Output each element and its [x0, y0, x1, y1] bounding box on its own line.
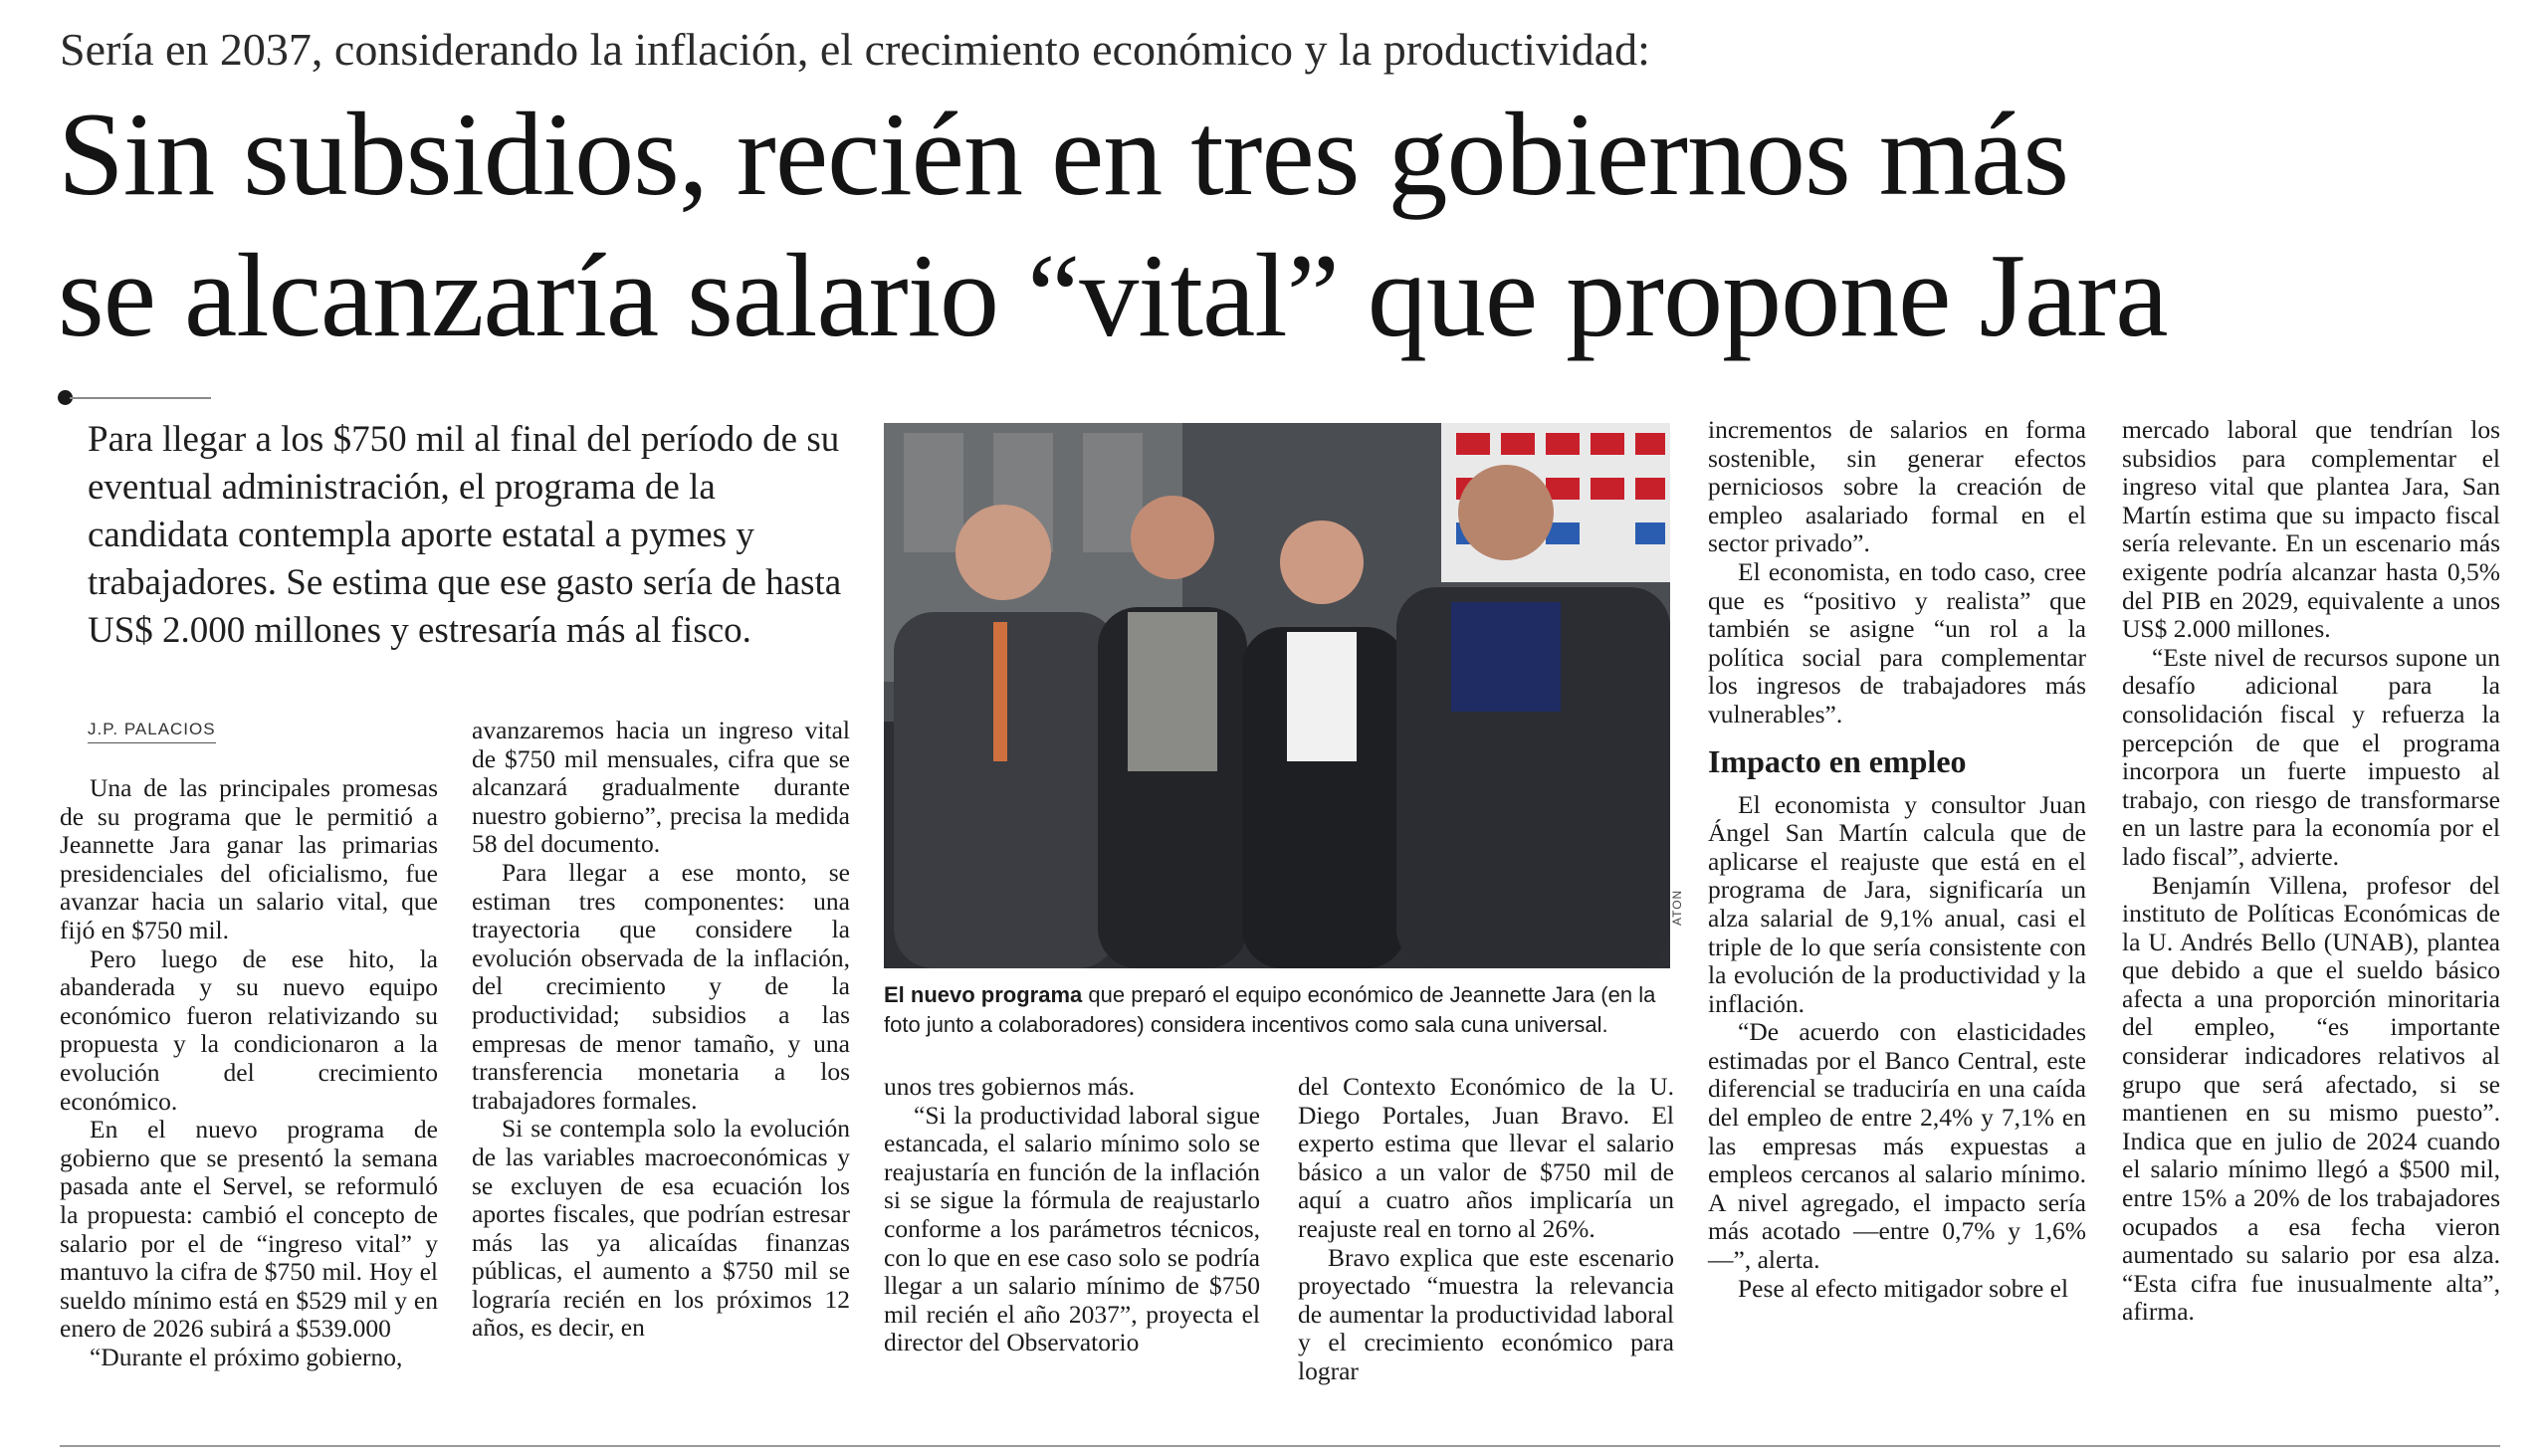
article-column-6 — [2122, 416, 2500, 1327]
paragraph: “Este nivel de recursos supone un desafío adicional para la consolidación fiscal y refuerza la percepción de que el programa incorpora un fuerte impuesto al trabajo, con riesgo de transformarse en un lastre para la economía por el lado fiscal”, advierte. — [2122, 642, 2500, 871]
paragraph: mercado laboral que tendrían los subsidios para complementar el ingreso vital que plantea Jara, San Martín estima que su impacto fiscal sería relevante. En un escenario más exigente podría alcanzar hasta 0,5% del PIB en 2029, equivalente a unos US$ 2.000 millones. — [2122, 415, 2500, 644]
photo-caption — [884, 980, 1680, 1040]
article-column-5 — [1708, 416, 2086, 1303]
article-column-4 — [1298, 1073, 1674, 1386]
article-column-2 — [472, 717, 850, 1343]
headline-line-1: Sin subsidios, recién en tres gobiernos más — [58, 88, 2069, 220]
kicker: Sería en 2037, considerando la inflación, el crecimiento económico y la productividad: — [60, 24, 1650, 75]
caption-text: que preparó el equipo económico de Jeannette Jara (en la foto junto a colaboradores) considera incentivos como sala cuna universal. — [884, 982, 1656, 1037]
paragraph: Pese al efecto mitigador sobre el — [1738, 1273, 2069, 1303]
paragraph: En el nuevo programa de gobierno que se presentó la semana pasada ante el Servel, se reformuló la propuesta: cambió el concepto de salario por el de “ingreso vital” y mantuvo la cifra de $750 mil. Hoy el sueldo mínimo está en $529 mil y en enero de 2026 subirá a $539.000 — [60, 1115, 438, 1344]
headline-line-2: se alcanzaría salario “vital” que propone Jara — [58, 229, 2168, 361]
paragraph: Para llegar a ese monto, se estiman tres componentes: una trayectoria que considere la evolución observada de la inflación, del crecimiento y de la productividad; subsidios a las empresas de menor tamaño, y una transferencia monetaria a los trabajadores formales. — [472, 857, 850, 1115]
paragraph: El economista y consultor Juan Ángel San Martín calcula que de aplicarse el reajuste que está en el programa de Jara, significaría un alza salarial de 9,1% anual, casi el triple de lo que sería consistente con la evolución de la productividad y la inflación. — [1708, 789, 2086, 1018]
section-heading: Impacto en empleo — [1708, 742, 1967, 779]
paragraph: avanzaremos hacia un ingreso vital de $750 mil mensuales, cifra que se alcanzará gradualmente durante nuestro gobierno”, precisa la medida 58 del documento. — [472, 716, 850, 859]
paragraph: Pero luego de ese hito, la abanderada y su nuevo equipo económico fueron relativizando su propuesta y la condicionaron a la evolución del crecimiento económico. — [60, 943, 438, 1116]
deck-summary: Para llegar a los $750 mil al final del período de su eventual administración, el programa de la candidata contempla aporte estatal a pymes y trabajadores. Se estima que ese gasto sería de hasta US$ 2.000 millones y estresaría más al fisco. — [88, 419, 842, 651]
paragraph: Benjamín Villena, profesor del instituto de Políticas Económicas de la U. Andrés Bello (UNAB), plantea que debido a que el sueldo básico afecta a una proporción minoritaria del empleo, “es importante considerar indicadores relativos al grupo que será afectado, si se mantienen en su mismo puesto”. Indica que en julio de 2024 cuando el salario mínimo llegó a $500 mil, entre 15% a 20% de los trabajadores ocupados a esa fecha vieron aumentado su salario por esa alza. “Esta cifra fue inusualmente alta”, afirma. — [2122, 870, 2500, 1327]
paragraph: del Contexto Económico de la U. Diego Portales, Juan Bravo. El experto estima que llevar el salario básico a un valor de $750 mil de aquí a cuatro años implicaría un reajuste real en torno al 26%. — [1298, 1072, 1674, 1243]
news-photo — [884, 423, 1670, 968]
photo-credit: ATON — [1670, 889, 1684, 926]
deck-rule — [70, 397, 211, 399]
article-column-1 — [60, 774, 438, 1371]
paragraph: “Si la productividad laboral sigue estancada, el salario mínimo solo se reajustaría en función de la inflación si se sigue la fórmula de reajustarlo conforme a los parámetros técnicos, con lo que en ese caso solo se podría llegar a un salario mínimo de $750 mil recién el año 2037”, proyecta el director del Observatorio — [884, 1100, 1260, 1357]
caption-lead: El nuevo programa — [884, 982, 1083, 1007]
paragraph: unos tres gobiernos más. — [884, 1072, 1136, 1101]
paragraph: incrementos de salarios en forma sostenible, sin generar efectos perniciosos sobre la creación de empleo asalariado formal en el sector privado”. — [1708, 415, 2086, 558]
paragraph: Una de las principales promesas de su programa que le permitió a Jeannette Jara ganar las primarias presidenciales del oficialismo, fue avanzar hacia un salario vital, que fijó en $750 mil. — [60, 773, 438, 944]
paragraph: “Durante el próximo gobierno, — [90, 1342, 403, 1371]
byline: J.P. PALACIOS — [88, 720, 216, 743]
paragraph: “De acuerdo con elasticidades estimadas por el Banco Central, este diferencial se traduciría en una caída del empleo de entre 2,4% y 7,1% en las empresas más expuestas a empleos cercanos al salario mínimo. A nivel agregado, el impacto sería más acotado —entre 0,7% y 1,6%—”, alerta. — [1708, 1017, 2086, 1275]
article-column-3 — [884, 1073, 1260, 1357]
paragraph: El economista, en todo caso, cree que es “positivo y realista” que también se asigne “un rol a la política social para complementar los ingresos de trabajadores más vulnerables”. — [1708, 556, 2086, 728]
paragraph: Si se contempla solo la evolución de las variables macroeconómicas y se excluyen de esa ecuación los aportes fiscales, que podrían estresar más las ya alicaídas finanzas públicas, el aumento a $750 mil se lograría recién en los próximos 12 años, es decir, en — [472, 1114, 850, 1343]
paragraph: Bravo explica que este escenario proyectado “muestra la relevancia de aumentar la productividad laboral y el crecimiento económico para lograr — [1298, 1242, 1674, 1385]
group-photo-illustration — [884, 423, 1670, 968]
bottom-rule — [60, 1445, 2500, 1447]
